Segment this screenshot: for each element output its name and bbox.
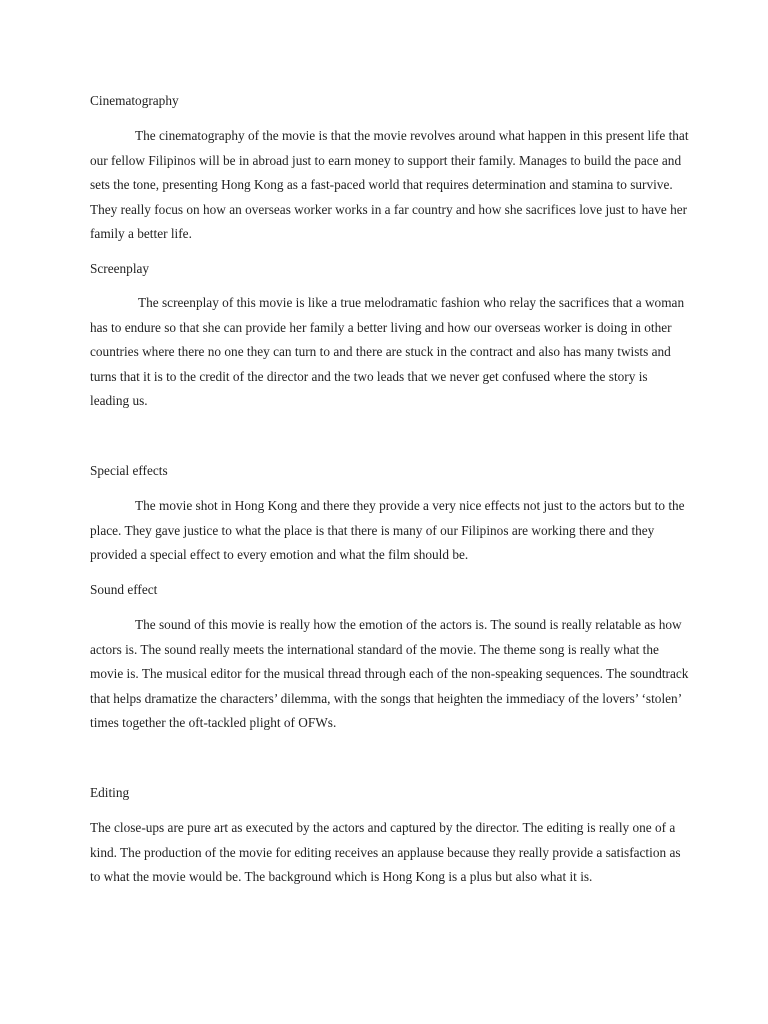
section-paragraph-screenplay <box>90 291 690 414</box>
section-heading-screenplay: Screenplay <box>90 261 150 276</box>
section-heading-special-effects: Special effects <box>90 463 168 478</box>
section-paragraph-editing: The close-ups are pure art as executed by the actors and captured by the director. The editing is really one of a kind. The production of the movie for editing receives an applause because they really provide a satisfaction as to what the movie would be. The background which is Hong Kong is a plus but also what it is. <box>90 820 681 885</box>
paragraph-text: The cinematography of the movie is that the movie revolves around what happen in this present life that our fellow Filipinos will be in abroad just to earn money to support their family. Manages to build the pace and sets the tone, presenting Hong Kong as a fast-paced world that requires determination and stamina to survive. They really focus on how an overseas worker works in a far country and how she sacrifices love just to have her family a better life. <box>90 128 689 242</box>
section-paragraph-sound-effect <box>90 613 690 736</box>
section-paragraph-special-effects <box>90 494 690 568</box>
section-heading-sound-effect: Sound effect <box>90 582 158 597</box>
paragraph-text: The sound of this movie is really how the emotion of the actors is. The sound is really relatable as how actors is. The sound really meets the international standard of the movie. The theme song is really what the movie is. The musical editor for the musical thread through each of the non-speaking sequences. The soundtrack that helps dramatize the characters’ dilemma, with the songs that heighten the immediacy of the lovers’ ‘stolen’ times together the oft-tackled plight of OFWs. <box>90 617 689 731</box>
section-heading-cinematography: Cinematography <box>90 93 179 108</box>
paragraph-text: The movie shot in Hong Kong and there they provide a very nice effects not just to the actors but to the place. They gave justice to what the place is that there is many of our Filipinos are working there and they provided a special effect to every emotion and what the film should be. <box>90 498 685 563</box>
section-paragraph-cinematography <box>90 124 690 247</box>
paragraph-text: The screenplay of this movie is like a true melodramatic fashion who relay the sacrifices that a woman has to endure so that she can provide her family a better living and how our overseas worker is doing in other countries where there no one they can turn to and there are stuck in the contract and also has many twists and turns that it is to the credit of the director and the two leads that we never get confused where the story is leading us. <box>90 295 685 409</box>
section-heading-editing: Editing <box>90 785 130 800</box>
